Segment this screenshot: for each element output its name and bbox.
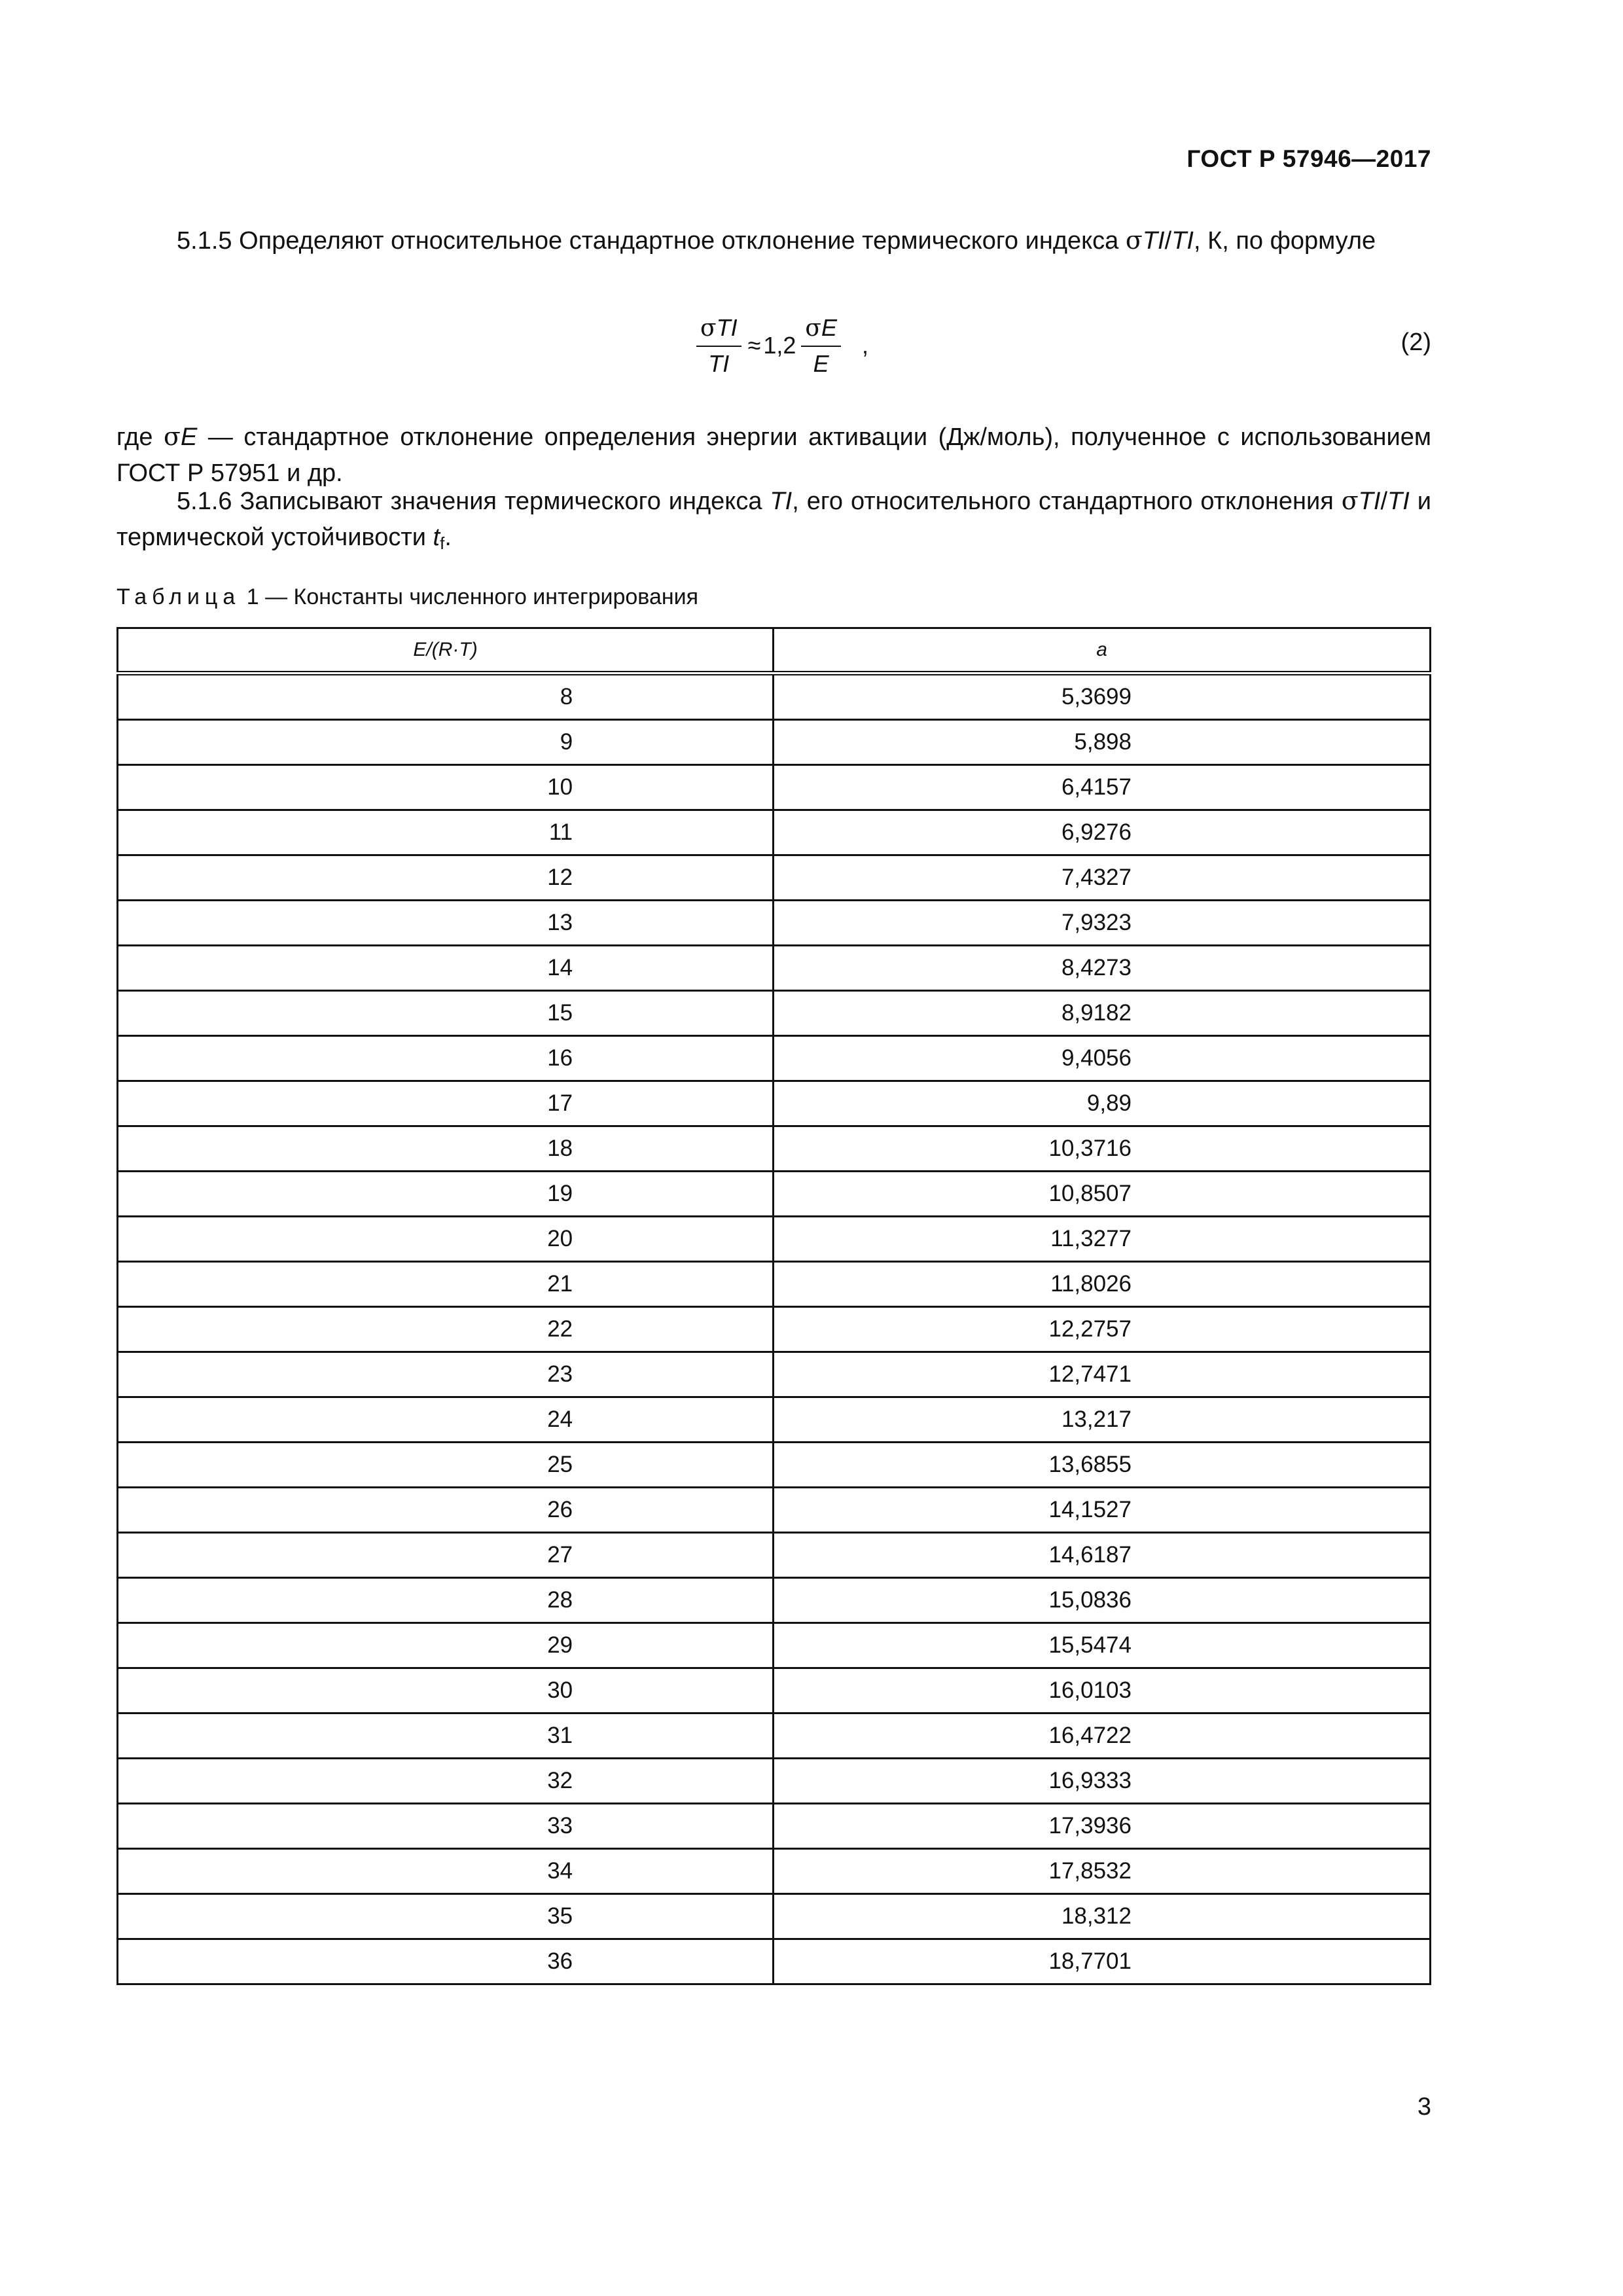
table-row: [118, 1488, 1431, 1533]
cell-a: 15,0836: [774, 1578, 1431, 1623]
cell-a: 12,7471: [774, 1352, 1431, 1397]
cell-a: 7,9323: [774, 901, 1431, 946]
cell-a: 9,89: [774, 1081, 1431, 1126]
cell-e-rt: 32: [118, 1759, 774, 1804]
cell-e-rt: 36: [118, 1939, 774, 1984]
integration-constants-table: [116, 627, 1431, 1985]
table-row: [118, 1713, 1431, 1759]
cell-e-rt: 23: [118, 1352, 774, 1397]
cell-e-rt: 20: [118, 1217, 774, 1262]
table-row: [118, 1307, 1431, 1352]
t-subscript: f: [440, 533, 445, 553]
table-row: [118, 1804, 1431, 1849]
ti-symbol: TI: [1387, 488, 1410, 515]
cell-e-rt: 31: [118, 1713, 774, 1759]
cell-e-rt: 12: [118, 855, 774, 901]
table-row: [118, 673, 1431, 720]
formula-comma: ,: [861, 332, 868, 359]
paragraph-text: — стандартное отклонение определения энергии активации (Дж/моль), полученное с использованием ГОСТ Р 57951 и др.: [116, 423, 1431, 487]
sigma-symbol: σ: [1341, 486, 1359, 515]
cell-a: 11,8026: [774, 1262, 1431, 1307]
table-caption-title: 1 — Константы численного интегрирования: [240, 584, 699, 609]
cell-a: 12,2757: [774, 1307, 1431, 1352]
ti-symbol: TI: [716, 314, 738, 341]
table-row: [118, 1623, 1431, 1668]
paragraph-text: , его относительного стандартного отклонения: [792, 488, 1342, 515]
cell-a: 10,8507: [774, 1172, 1431, 1217]
ti-symbol: TI: [1171, 227, 1194, 255]
table-row: [118, 720, 1431, 765]
cell-a: 16,0103: [774, 1668, 1431, 1713]
paragraph-text: .: [444, 524, 452, 551]
cell-a: 8,9182: [774, 991, 1431, 1036]
cell-e-rt: 13: [118, 901, 774, 946]
cell-e-rt: 27: [118, 1533, 774, 1578]
table-row: [118, 1126, 1431, 1172]
cell-a: 16,4722: [774, 1713, 1431, 1759]
table-row: [118, 1081, 1431, 1126]
sigma-symbol: σ: [805, 314, 821, 342]
table-row: [118, 1443, 1431, 1488]
cell-a: 9,4056: [774, 1036, 1431, 1081]
slash: /: [1164, 227, 1172, 255]
approx-sign: ≈: [747, 332, 761, 359]
paragraph-text: 5.1.5 Определяют относительное стандартное отклонение термического индекса: [177, 227, 1126, 255]
cell-a: 14,6187: [774, 1533, 1431, 1578]
slash: /: [1380, 488, 1388, 515]
table-caption: [116, 584, 698, 610]
equation-number: (2): [1400, 329, 1431, 356]
coefficient: 1,2: [763, 332, 796, 359]
cell-e-rt: 8: [118, 673, 774, 720]
cell-a: 18,7701: [774, 1939, 1431, 1984]
cell-e-rt: 22: [118, 1307, 774, 1352]
table-row: [118, 1849, 1431, 1894]
fraction-e: [801, 315, 841, 377]
table-row: [118, 1262, 1431, 1307]
table-row: [118, 901, 1431, 946]
table-row: [118, 946, 1431, 991]
cell-a: 15,5474: [774, 1623, 1431, 1668]
paragraph-text: и термической устойчивости: [116, 488, 1431, 551]
cell-e-rt: 10: [118, 765, 774, 810]
cell-a: 14,1527: [774, 1488, 1431, 1533]
t-symbol: t: [433, 524, 440, 551]
cell-e-rt: 30: [118, 1668, 774, 1713]
table-row: [118, 1578, 1431, 1623]
page-number: 3: [1417, 2093, 1431, 2121]
cell-a: 13,217: [774, 1397, 1431, 1443]
cell-a: 5,3699: [774, 673, 1431, 720]
cell-e-rt: 11: [118, 810, 774, 855]
cell-a: 16,9333: [774, 1759, 1431, 1804]
table-row: [118, 1668, 1431, 1713]
table-row: [118, 810, 1431, 855]
cell-a: 5,898: [774, 720, 1431, 765]
paragraph-text: где: [116, 423, 164, 451]
cell-a: 7,4327: [774, 855, 1431, 901]
cell-a: 17,8532: [774, 1849, 1431, 1894]
table-row: [118, 1759, 1431, 1804]
e-symbol: E: [180, 423, 198, 451]
table-row: [118, 1939, 1431, 1984]
table-caption-label: Таблица: [116, 584, 241, 609]
fraction-denominator: TI: [708, 350, 730, 377]
cell-e-rt: 17: [118, 1081, 774, 1126]
table-row: [118, 1172, 1431, 1217]
e-symbol: E: [821, 314, 837, 341]
document-code: ГОСТ Р 57946—2017: [1186, 145, 1431, 172]
ti-symbol: TI: [1358, 488, 1381, 515]
cell-e-rt: 15: [118, 991, 774, 1036]
cell-a: 8,4273: [774, 946, 1431, 991]
fraction-numerator: [696, 315, 741, 347]
cell-e-rt: 9: [118, 720, 774, 765]
fraction-numerator: [801, 315, 841, 347]
table-row: [118, 1533, 1431, 1578]
sigma-symbol: σ: [164, 422, 181, 451]
cell-e-rt: 14: [118, 946, 774, 991]
cell-e-rt: 19: [118, 1172, 774, 1217]
cell-a: 11,3277: [774, 1217, 1431, 1262]
formula-2: [692, 306, 868, 385]
cell-a: 6,9276: [774, 810, 1431, 855]
sigma-symbol: σ: [700, 314, 717, 342]
cell-a: 10,3716: [774, 1126, 1431, 1172]
cell-e-rt: 25: [118, 1443, 774, 1488]
cell-a: 6,4157: [774, 765, 1431, 810]
fraction-denominator: E: [813, 350, 829, 377]
cell-a: 13,6855: [774, 1443, 1431, 1488]
table-row: [118, 1397, 1431, 1443]
ti-symbol: TI: [770, 488, 793, 515]
cell-e-rt: 16: [118, 1036, 774, 1081]
paragraph-5-1-5: [116, 223, 1431, 259]
table-row: [118, 1036, 1431, 1081]
cell-e-rt: 26: [118, 1488, 774, 1533]
table-row: [118, 855, 1431, 901]
paragraph-text: , К, по формуле: [1193, 227, 1376, 255]
cell-e-rt: 28: [118, 1578, 774, 1623]
cell-a: 18,312: [774, 1894, 1431, 1939]
cell-e-rt: 18: [118, 1126, 774, 1172]
table-row: [118, 1352, 1431, 1397]
cell-a: 17,3936: [774, 1804, 1431, 1849]
ti-symbol: TI: [1142, 227, 1165, 255]
cell-e-rt: 34: [118, 1849, 774, 1894]
paragraph-text: 5.1.6 Записывают значения термического индекса: [177, 488, 770, 515]
paragraph-5-1-6: [116, 483, 1431, 562]
column-header-e-rt: E/(R·T): [118, 628, 774, 673]
table-row: [118, 765, 1431, 810]
cell-e-rt: 21: [118, 1262, 774, 1307]
cell-e-rt: 35: [118, 1894, 774, 1939]
sigma-symbol: σ: [1125, 226, 1143, 255]
table-body: [118, 673, 1431, 1984]
cell-e-rt: 33: [118, 1804, 774, 1849]
cell-e-rt: 29: [118, 1623, 774, 1668]
table-row: [118, 991, 1431, 1036]
cell-e-rt: 24: [118, 1397, 774, 1443]
table-row: [118, 1894, 1431, 1939]
table-header-row: [118, 628, 1431, 673]
paragraph-where: [116, 419, 1431, 492]
column-header-a: a: [774, 628, 1431, 673]
table-row: [118, 1217, 1431, 1262]
fraction-ti: [696, 315, 741, 377]
